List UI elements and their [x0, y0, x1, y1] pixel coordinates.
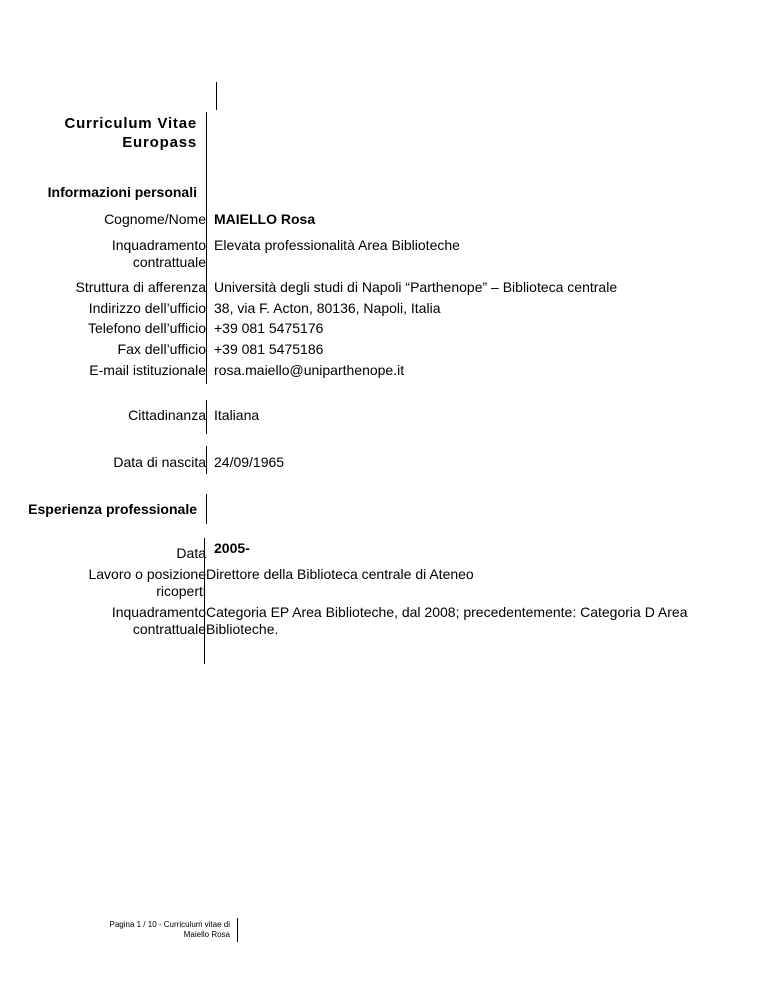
label-email: E-mail istituzionale	[89, 362, 206, 378]
value-job: Direttore della Biblioteca centrale di Ateneo	[206, 566, 474, 582]
value-grade-line1: Categoria EP Area Biblioteche, dal 2008; precedentemente: Categoria D Area	[206, 604, 688, 620]
label-grade-line2: contrattuale	[132, 621, 206, 637]
rule-experience	[206, 494, 207, 524]
label-contract-grade-line1: Inquadramento	[111, 237, 206, 253]
label-office-phone: Telefono dell’ufficio	[87, 320, 206, 336]
section-personal-info: Informazioni personali	[47, 184, 197, 200]
value-contract-grade: Elevata professionalità Area Biblioteche	[214, 237, 460, 253]
value-department: Università degli studi di Napoli “Parthenope” – Biblioteca centrale	[214, 279, 618, 295]
label-grade	[112, 604, 206, 638]
value-office-address: 38, via F. Acton, 80136, Napoli, Italia	[214, 300, 441, 316]
label-contract-grade	[112, 237, 206, 271]
label-name: Cognome/Nome	[104, 211, 206, 227]
value-citizenship: Italiana	[214, 407, 260, 423]
main-column-rule	[206, 112, 207, 384]
footer-line1: Pagina 1 / 10 - Curriculum vitae di	[109, 920, 230, 929]
section-experience: Esperienza professionale	[28, 501, 197, 517]
label-office-address: Indirizzo dell’ufficio	[88, 300, 206, 316]
cv-title-line2: Europass	[122, 134, 197, 151]
rule-citizenship	[206, 400, 207, 434]
label-job-line2: ricoperti	[156, 583, 206, 599]
cv-title	[64, 114, 197, 152]
header-rule-short	[216, 82, 217, 110]
label-department: Struttura di afferenza	[75, 279, 206, 295]
value-name: MAIELLO Rosa	[214, 211, 316, 227]
value-grade	[206, 604, 688, 638]
label-job-line1: Lavoro o posizione	[88, 566, 206, 582]
label-date: Data	[176, 545, 206, 561]
label-office-fax: Fax dell’ufficio	[117, 341, 206, 357]
label-grade-line1: Inquadramento	[111, 604, 206, 620]
label-citizenship: Cittadinanza	[128, 407, 206, 423]
page-footer	[110, 920, 231, 940]
footer-line2: Maiello Rosa	[183, 930, 230, 939]
value-grade-line2: Biblioteche.	[206, 621, 279, 637]
value-date: 2005-	[214, 540, 250, 556]
cv-title-line1: Curriculum Vitae	[64, 115, 197, 132]
value-office-fax: +39 081 5475186	[214, 341, 324, 357]
label-birthdate: Data di nascita	[113, 454, 206, 470]
label-contract-grade-line2: contrattuale	[132, 254, 206, 270]
rule-birthdate	[206, 446, 207, 474]
label-job	[88, 566, 206, 600]
value-office-phone: +39 081 5475176	[214, 320, 324, 336]
footer-rule	[237, 918, 238, 942]
value-birthdate: 24/09/1965	[214, 454, 285, 470]
value-email[interactable]: rosa.maiello@uniparthenope.it	[214, 362, 405, 378]
